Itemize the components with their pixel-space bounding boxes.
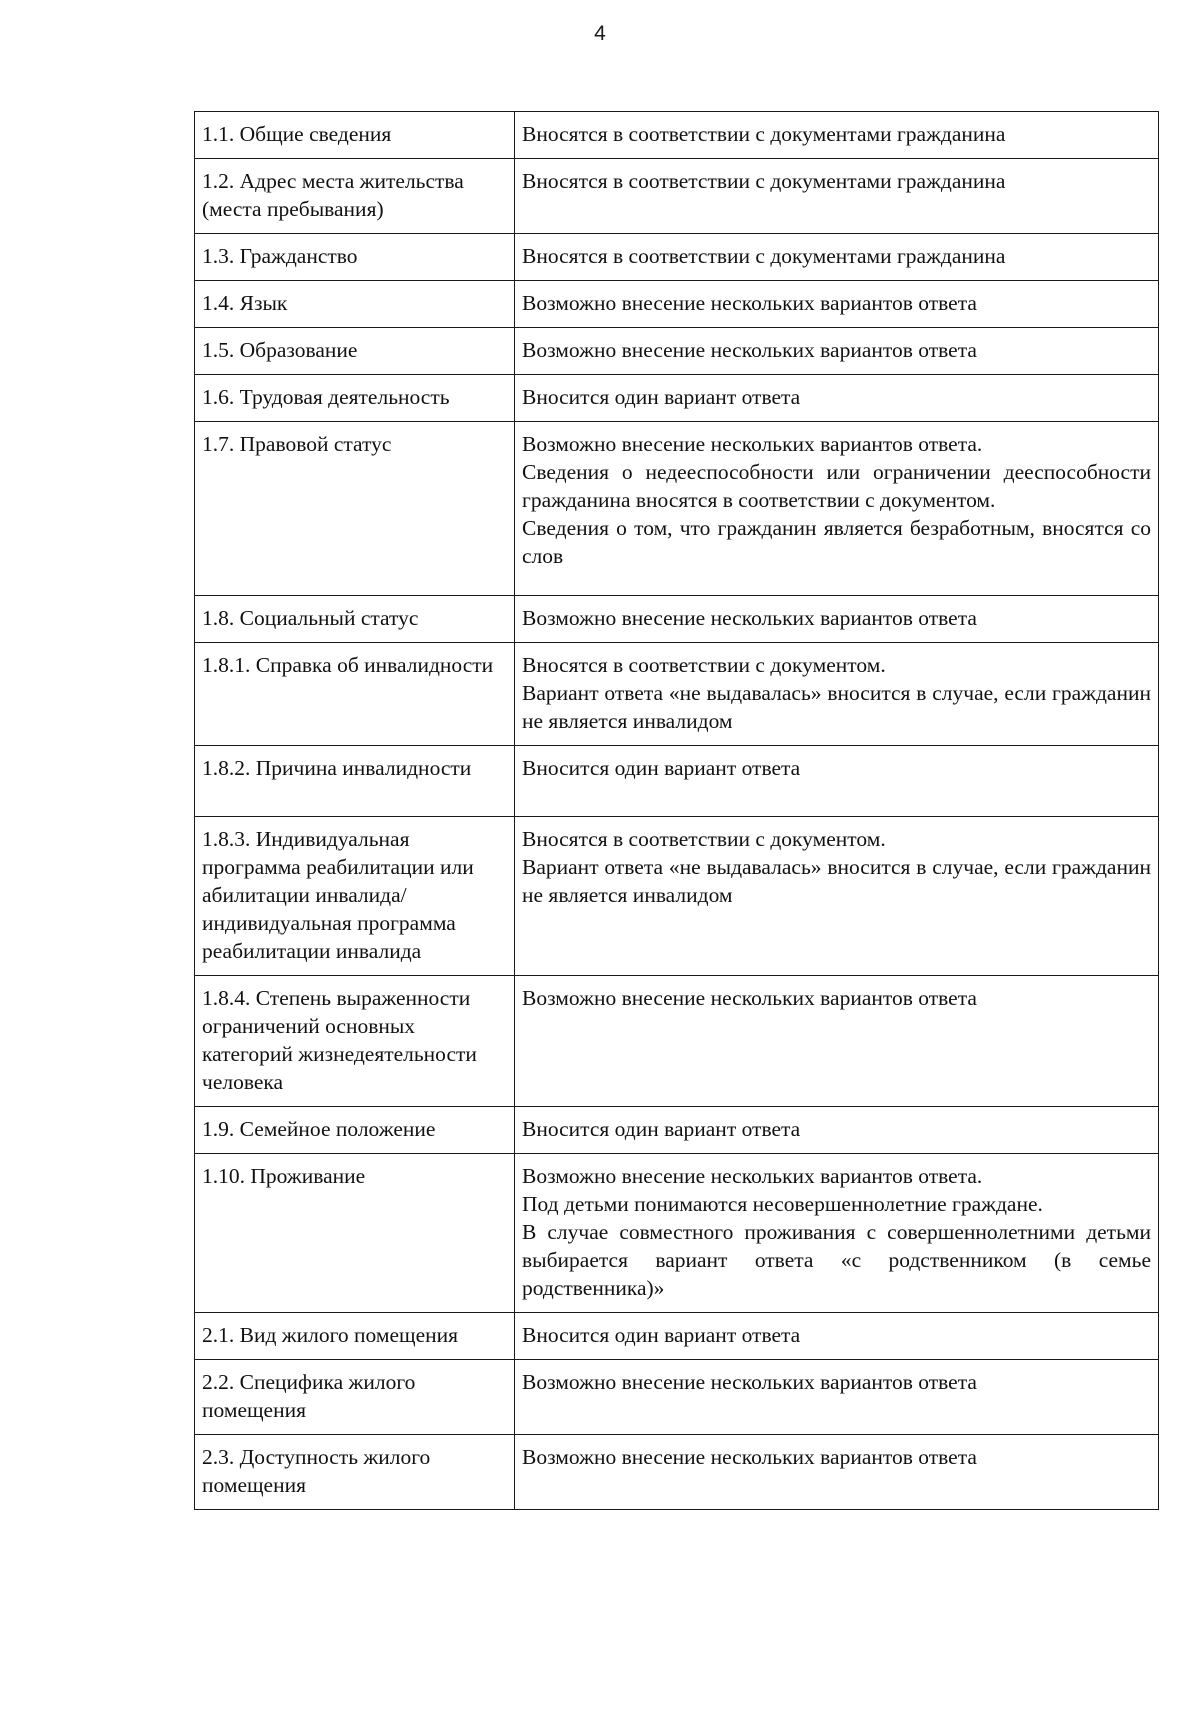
description-line: Вносится один вариант ответа: [522, 1323, 801, 1347]
description-line: Вносятся в соответствии с документами гражданина: [522, 244, 1006, 268]
description-line: Возможно внесение нескольких вариантов ответа: [522, 338, 977, 362]
table-row: [195, 112, 1159, 159]
row-label: 1.8.2. Причина инвалидности: [195, 746, 515, 817]
description-line: В случае совместного проживания с совершеннолетними детьми выбирается вариант ответа «с родственником (в семье родственника)»: [522, 1220, 1151, 1300]
table-row: [195, 596, 1159, 643]
row-label: 1.8.4. Степень выраженности ограничений основных категорий жизнедеятельности человека: [195, 976, 515, 1107]
description-line: Сведения о том, что гражданин является безработным, вносятся со слов: [522, 516, 1151, 568]
description-line: Возможно внесение нескольких вариантов ответа: [522, 606, 977, 630]
description-line: Под детьми понимаются несовершеннолетние граждане.: [522, 1192, 1043, 1216]
description-line: Вносятся в соответствии с документами гражданина: [522, 122, 1006, 146]
table-row: [195, 817, 1159, 976]
row-label: 1.2. Адрес места жительства (места пребывания): [195, 159, 515, 234]
description-line: Вносятся в соответствии с документом.: [522, 827, 886, 851]
row-description: [515, 1107, 1159, 1154]
page-number: 4: [594, 22, 606, 45]
row-description: [515, 643, 1159, 746]
row-label: 1.3. Гражданство: [195, 234, 515, 281]
row-description: [515, 1154, 1159, 1313]
row-label: 1.6. Трудовая деятельность: [195, 375, 515, 422]
row-description: [515, 422, 1159, 596]
description-line: Вносится один вариант ответа: [522, 756, 801, 780]
row-description: [515, 746, 1159, 817]
row-label: 1.1. Общие сведения: [195, 112, 515, 159]
row-description: [515, 976, 1159, 1107]
row-description: [515, 1435, 1159, 1510]
row-label: 1.5. Образование: [195, 328, 515, 375]
table-row: [195, 1435, 1159, 1510]
row-description: [515, 159, 1159, 234]
row-label: 1.4. Язык: [195, 281, 515, 328]
description-line: Вариант ответа «не выдавалась» вносится в случае, если гражданин не является инвалидом: [522, 681, 1151, 733]
description-line: Возможно внесение нескольких вариантов ответа.: [522, 1164, 983, 1188]
row-label: 1.7. Правовой статус: [195, 422, 515, 596]
row-label: 1.8.3. Индивидуальная программа реабилитации или абилитации инвалида/ индивидуальная программа реабилитации инвалида: [195, 817, 515, 976]
row-description: [515, 112, 1159, 159]
table-row: [195, 281, 1159, 328]
row-description: [515, 596, 1159, 643]
description-line: Возможно внесение нескольких вариантов ответа: [522, 291, 977, 315]
row-description: [515, 281, 1159, 328]
table-row: [195, 159, 1159, 234]
table-row: [195, 422, 1159, 596]
row-label: 2.1. Вид жилого помещения: [195, 1313, 515, 1360]
row-description: [515, 817, 1159, 976]
description-line: Вносится один вариант ответа: [522, 1117, 801, 1141]
row-label: 1.10. Проживание: [195, 1154, 515, 1313]
table-row: [195, 643, 1159, 746]
row-description: [515, 234, 1159, 281]
description-line: Возможно внесение нескольких вариантов ответа: [522, 1370, 977, 1394]
row-label: 2.2. Специфика жилого помещения: [195, 1360, 515, 1435]
description-line: Сведения о недееспособности или ограничении дееспособности гражданина вносятся в соответствии с документом.: [522, 460, 1151, 512]
description-line: Вариант ответа «не выдавалась» вносится в случае, если гражданин не является инвалидом: [522, 855, 1151, 907]
instructions-table: [194, 111, 1159, 1510]
description-line: Вносятся в соответствии с документом.: [522, 653, 886, 677]
row-description: [515, 328, 1159, 375]
row-description: [515, 1313, 1159, 1360]
description-line: Вносится один вариант ответа: [522, 385, 801, 409]
description-line: Возможно внесение нескольких вариантов ответа.: [522, 432, 983, 456]
table-row: [195, 1313, 1159, 1360]
row-description: [515, 375, 1159, 422]
description-line: Вносятся в соответствии с документами гражданина: [522, 169, 1006, 193]
table-row: [195, 234, 1159, 281]
row-label: 1.8.1. Справка об инвалидности: [195, 643, 515, 746]
row-label: 2.3. Доступность жилого помещения: [195, 1435, 515, 1510]
table-row: [195, 1107, 1159, 1154]
table-row: [195, 1360, 1159, 1435]
table-row: [195, 375, 1159, 422]
description-line: Возможно внесение нескольких вариантов ответа: [522, 986, 977, 1010]
row-label: 1.9. Семейное положение: [195, 1107, 515, 1154]
row-description: [515, 1360, 1159, 1435]
row-label: 1.8. Социальный статус: [195, 596, 515, 643]
table-row: [195, 1154, 1159, 1313]
table-body: [195, 112, 1159, 1510]
table-row: [195, 746, 1159, 817]
description-line: Возможно внесение нескольких вариантов ответа: [522, 1445, 977, 1469]
table-row: [195, 328, 1159, 375]
table-row: [195, 976, 1159, 1107]
